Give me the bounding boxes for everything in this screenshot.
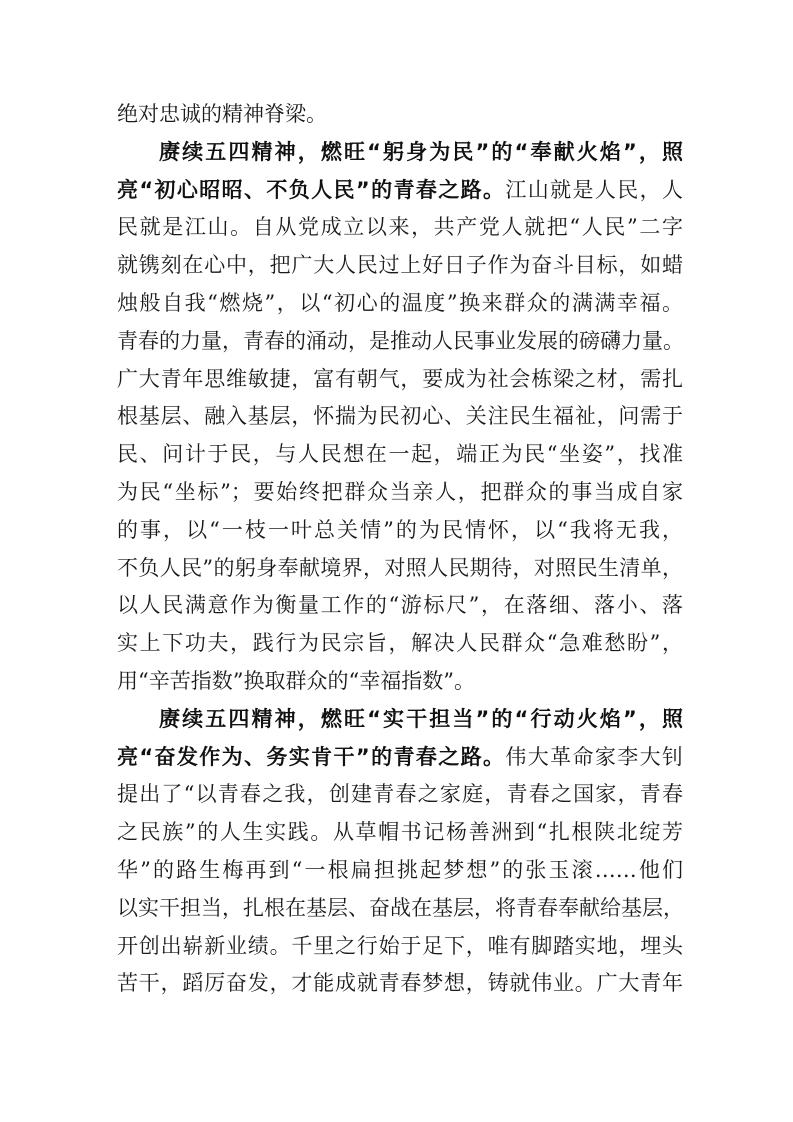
text-line (117, 323, 683, 361)
text-segment: 青春的力量，青春的涌动，是推动人民事业发展的磅礴力量。 (117, 328, 684, 353)
bold-text-segment: 赓续五四精神，燃旺“实干担当”的“行动火焰”，照 (159, 706, 683, 731)
text-segment: 不负人民”的躬身奉献境界，对照人民期待，对照民生清单， (117, 555, 683, 580)
text-segment: 提出了“以青春之我，创建青春之家庭，青春之国家，青春 (117, 782, 683, 807)
text-line (117, 398, 683, 436)
bold-text-segment: 亮“奋发作为、务实肯干”的青春之路。 (117, 744, 506, 769)
text-segment: 烛般自我“燃烧”，以“初心的温度”换来群众的满满幸福。 (117, 290, 683, 315)
text-line (117, 776, 683, 814)
text-line (117, 663, 683, 701)
text-line (117, 209, 683, 247)
text-line (117, 928, 683, 966)
text-segment: 民、问计于民，与人民想在一起，端正为民“坐姿”，找准 (117, 442, 683, 467)
text-line (117, 96, 683, 134)
bold-text-segment: 赓续五四精神，燃旺“躬身为民”的“奉献火焰”，照 (159, 139, 683, 164)
text-line (117, 361, 683, 399)
text-line (117, 625, 683, 663)
text-segment: 华”的路生梅再到“一根扁担挑起梦想”的张玉滚……他们 (117, 857, 683, 882)
text-line (117, 852, 683, 890)
text-segment: 绝对忠诚的精神脊梁。 (117, 102, 327, 126)
text-line (117, 247, 683, 285)
text-segment: 伟大革命家李大钊 (505, 744, 684, 769)
text-segment: 开创出崭新业绩。千里之行始于足下，唯有脚踏实地，埋头 (117, 933, 683, 958)
text-segment: 用“辛苦指数”换取群众的“幸福指数”。 (117, 668, 475, 693)
text-segment: 实上下功夫，践行为民宗旨，解决人民群众“急难愁盼”， (117, 631, 683, 656)
text-line (117, 890, 683, 928)
text-line (117, 512, 683, 550)
text-line (117, 172, 683, 210)
text-line (117, 134, 683, 172)
body-text (117, 96, 683, 1003)
text-segment: 根基层、融入基层，怀揣为民初心、关注民生福祉，问需于 (117, 404, 683, 429)
text-segment: 之民族”的人生实践。从草帽书记杨善洲到“扎根陕北绽芳 (117, 820, 683, 845)
text-segment: 以人民满意作为衡量工作的“游标尺”，在落细、落小、落 (117, 593, 683, 618)
text-line (117, 814, 683, 852)
text-line (117, 587, 683, 625)
text-line (117, 701, 683, 739)
text-segment: 就镌刻在心中，把广大人民过上好日子作为奋斗目标，如蜡 (117, 253, 683, 278)
text-segment: 广大青年思维敏捷，富有朝气，要成为社会栋梁之材，需扎 (117, 366, 683, 391)
text-segment: 苦干，蹈厉奋发，才能成就青春梦想，铸就伟业。广大青年 (117, 971, 683, 996)
text-line (117, 285, 683, 323)
text-line (117, 436, 683, 474)
text-segment: 的事，以“一枝一叶总关情”的为民情怀，以“我将无我， (117, 517, 683, 542)
text-line (117, 550, 683, 588)
text-segment: 江山就是人民，人 (505, 177, 684, 202)
text-line (117, 965, 683, 1003)
text-segment: 为民“坐标”；要始终把群众当亲人，把群众的事当成自家 (117, 479, 683, 504)
text-segment: 民就是江山。自从党成立以来，共产党人就把“人民”二字 (117, 215, 683, 240)
text-line (117, 739, 683, 777)
text-segment: 以实干担当，扎根在基层、奋战在基层，将青春奉献给基层， (117, 895, 684, 920)
bold-text-segment: 亮“初心昭昭、不负人民”的青春之路。 (117, 177, 506, 202)
text-line (117, 474, 683, 512)
